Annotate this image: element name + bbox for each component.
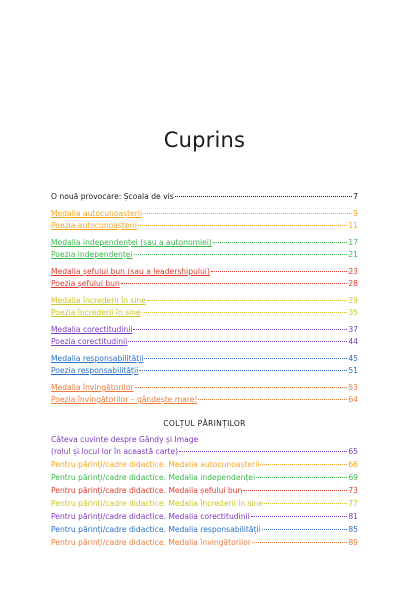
toc-entry-title: Poezia învingătorilor – gândește mare! (51, 395, 198, 404)
toc-dot-leader (133, 329, 347, 330)
toc-entry-page: 17 (348, 238, 358, 247)
toc-entry[interactable] (51, 382, 358, 394)
toc-entry[interactable] (51, 459, 358, 471)
toc-entry-page: 66 (348, 460, 358, 469)
toc-dot-leader (134, 254, 348, 255)
toc-entry-title: Medalia învingătorilor (51, 383, 134, 392)
toc-entry-page: 29 (348, 296, 358, 305)
toc-dot-leader (243, 490, 347, 491)
toc-entry-title: Poezia responsabilității (51, 366, 139, 375)
toc-entry-page: 81 (348, 512, 358, 521)
toc-entry-page: 64 (348, 395, 358, 404)
toc-dot-leader (175, 196, 352, 197)
toc-dot-leader (147, 300, 347, 301)
toc-entry[interactable] (51, 365, 358, 377)
toc-entry[interactable] (51, 278, 358, 290)
toc-dot-leader (121, 283, 348, 284)
toc-entry[interactable] (51, 220, 358, 232)
toc-entry-title: Pentru părinți/cadre didactice. Medalia autocunoașterii (51, 460, 260, 469)
toc-entry-page: 37 (348, 325, 358, 334)
toc-entry-page: 28 (348, 279, 358, 288)
toc-dot-leader (144, 358, 347, 359)
toc-entry-title: Pentru părinți/cadre didactice. Medalia învingătorilor (51, 538, 251, 547)
toc-dot-leader (142, 312, 348, 313)
toc-entry[interactable] (51, 237, 358, 249)
toc-dot-leader (135, 387, 348, 388)
toc-entry[interactable] (51, 353, 358, 365)
parents-intro-text-1: Câteva cuvinte despre Gândy și Image (51, 435, 199, 444)
toc-entry-title: Pentru părinți/cadre didactice. Medalia corectitudinii (51, 512, 250, 521)
section-heading: COLȚUL PĂRINȚILOR (163, 419, 246, 428)
toc-entry-page: 85 (348, 525, 358, 534)
toc-dot-leader (262, 529, 348, 530)
toc-entry-title: Pentru părinți/cadre didactice. Medalia șefului bun (51, 486, 243, 495)
toc-entry[interactable] (51, 511, 358, 523)
toc-entry-title: Medalia corectitudinii (51, 325, 133, 334)
toc-entry[interactable] (51, 295, 358, 307)
toc-entry-title: Poezia șefului bun (51, 279, 120, 288)
toc-entry-page: 21 (348, 250, 358, 259)
toc-entry-page: 11 (348, 221, 358, 230)
toc-entry[interactable] (51, 336, 358, 348)
toc-entry[interactable] (51, 307, 358, 319)
toc-entry-title: Pentru părinți/cadre didactice. Medalia independenței (51, 473, 256, 482)
toc-entry[interactable] (51, 266, 358, 278)
toc-entry[interactable] (51, 394, 358, 406)
toc-dot-leader (211, 271, 348, 272)
toc-entry[interactable] (51, 208, 358, 220)
toc-dot-leader (198, 399, 347, 400)
toc-entry-page: 53 (348, 383, 358, 392)
toc-entry-title: Poezia încrederii în sine (51, 308, 141, 317)
toc-dot-leader (139, 370, 347, 371)
parents-intro-line-1[interactable] (51, 434, 198, 446)
toc-dot-leader (138, 225, 347, 226)
toc-entry-title: Medalia încrederii în sine (51, 296, 146, 305)
toc-entry-title: Pentru părinți/cadre didactice. Medalia încrederii în sine (51, 499, 264, 508)
toc-entry-title: Pentru părinți/cadre didactice. Medalia responsabilității (51, 525, 261, 534)
toc-dot-leader (128, 341, 347, 342)
toc-dot-leader (213, 242, 347, 243)
toc-entry-title: O nouă provocare: Școala de vis (51, 192, 174, 201)
toc-entry[interactable] (51, 472, 358, 484)
toc-entry-page: 73 (348, 486, 358, 495)
toc-entry-page: 45 (348, 354, 358, 363)
toc-entry[interactable] (51, 249, 358, 261)
toc-entry-page: 77 (348, 499, 358, 508)
toc-entry[interactable] (51, 191, 358, 203)
toc-entry-title: Poezia corectitudinii (51, 337, 128, 346)
toc-entry-title: Poezia autocunoașterii (51, 221, 137, 230)
toc-dot-leader (143, 213, 352, 214)
toc-entry-page: 23 (348, 267, 358, 276)
toc-entry-title: Medalia autocunoașterii (51, 209, 143, 218)
toc-entry[interactable] (51, 524, 358, 536)
toc-entry-page: 44 (348, 337, 358, 346)
toc-dot-leader (251, 516, 348, 517)
toc-entry-title: Medalia șefului bun (sau a leadershipului) (51, 267, 210, 276)
toc-dot-leader (264, 503, 347, 504)
toc-dot-leader (256, 477, 347, 478)
toc-entry[interactable] (51, 485, 358, 497)
parents-intro-text-2: (rolul și locul lor în această carte) (51, 447, 179, 456)
toc-entry-title: Medalia independenței (sau a autonomiei) (51, 238, 212, 247)
toc-entry-title: Medalia responsabilității (51, 354, 144, 363)
toc-entry-page: 7 (353, 192, 358, 201)
toc-entry-title: Poezia independenței (51, 250, 133, 259)
toc-dot-leader (179, 451, 347, 452)
page-title: Cuprins (163, 128, 246, 152)
toc-dot-leader (252, 542, 347, 543)
toc-entry-page: 9 (353, 209, 358, 218)
toc-entry[interactable] (51, 537, 358, 549)
toc-entry-page: 35 (348, 308, 358, 317)
toc-entry-page: 69 (348, 473, 358, 482)
parents-intro-line-2[interactable] (51, 446, 358, 458)
toc-dot-leader (260, 464, 347, 465)
toc-entry-page: 51 (348, 366, 358, 375)
toc-entry[interactable] (51, 498, 358, 510)
parents-intro-page: 65 (348, 447, 358, 456)
toc-entry[interactable] (51, 324, 358, 336)
toc-entry-page: 89 (348, 538, 358, 547)
